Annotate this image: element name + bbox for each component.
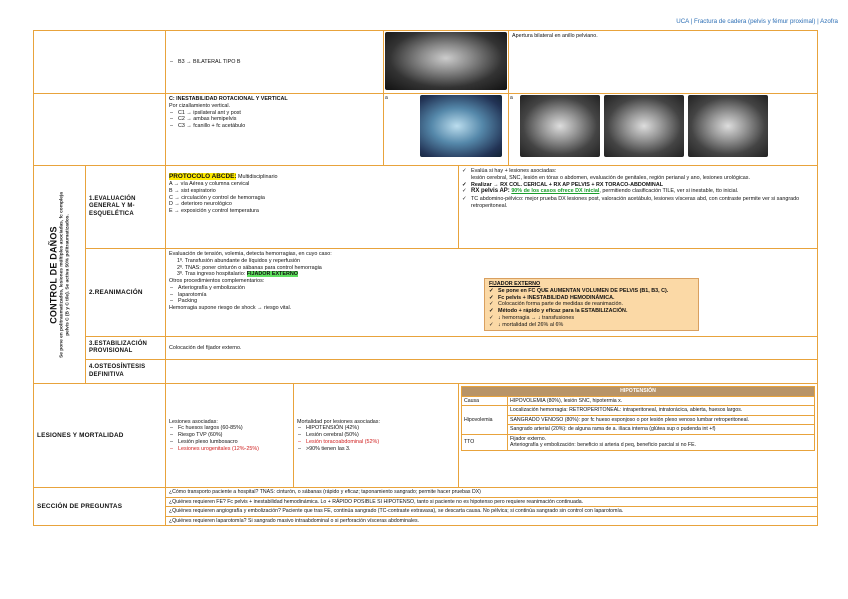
fijador-item: ✓ Fc pelvis + INESTABILIDAD HEMODINÁMICA.	[489, 295, 694, 302]
lesion-item: – Riesgo TVP (60%)	[169, 432, 290, 439]
control-danos-subtitle: pelvis C (B y C tile). Se activa 50% politraumatizados.	[65, 213, 71, 336]
lesion-item: – Fc huesos largos (60-85%)	[169, 425, 290, 432]
mortalidad-item: – Lesión cerebral (50%)	[297, 432, 455, 439]
hipo-val: Fijador externo. Arteriografía y embolización: beneficio si arteria d peq, beneficio parcial si no FE.	[508, 434, 815, 450]
fijador-item: ✓ Se pone en FC QUE AUMENTAN VOLUMEN DE PELVIS (B1, B3, C).	[489, 288, 694, 295]
control-danos-cell	[34, 166, 86, 384]
apertura-text: Apertura bilateral en anillo pelviano.	[509, 31, 818, 94]
c-item: – C1 → ipsilateral ant y post	[169, 110, 380, 117]
mortalidad-item: – >90% tienen las 3.	[297, 446, 455, 453]
rean-last: Hemorragia supone riesgo de shock → riesgo vital.	[169, 305, 292, 311]
c-title: C: INESTABILIDAD ROTACIONAL Y VERTICAL	[169, 96, 288, 102]
eval-right-sub: lesión cerebral, SNC, lesión en tórax o abdomen, evaluación de genitales, región perianal y ano, lesiones urológicas.	[471, 174, 750, 181]
abcde-item: C → circulación y control de hemorragia	[169, 194, 265, 201]
eval-right-item: ✓ Realizar → RX COL. CERICAL + RX AP PELVIS + RX TORACO-ABDOMINAL	[462, 182, 814, 189]
fijador-item: ✓ Método + rápido y eficaz para la ESTABILIZACIÓN.	[489, 308, 694, 315]
main-table	[33, 30, 818, 526]
document-header: UCA | Fractura de cadera (pelvis y fémur proximal) | Azofra	[676, 18, 838, 25]
xray-c1-image	[520, 95, 600, 157]
xray-c2-image	[604, 95, 684, 157]
rean-label: 2.REANIMACIÓN	[86, 249, 166, 337]
xray-b3-image	[385, 32, 507, 90]
protocolo-rest: Multidisciplinario	[236, 174, 278, 180]
hipo-val: Sangrado arterial (20%): de alguna rama de a. ilíaca interna (glútea sup o pudenda int +f)	[508, 425, 815, 435]
control-danos-subtitle: Se pone en politraumatizados, lesiones múltiples asociadas, fc compleja	[59, 191, 65, 358]
otros-item: – Arteriografía y embolización	[169, 285, 814, 292]
abcde-item: A → vía Aérea y columna cervical	[169, 181, 250, 187]
eval-right-item: Evalúa si hay + lesiones asociadas:	[471, 168, 557, 174]
hipo-key: Causa	[462, 396, 508, 406]
pregunta-row: ¿Quiénes requieren angiografía y embolización? Paciente que tras FE, continúa sangrado (TC-contraste extravasa), se descarta causa. No pélvica; si continúa sangrado sin control con laparotomía.	[166, 507, 818, 517]
fijador-title: FIJADOR EXTERNO	[489, 281, 541, 287]
c-item: – C3 → fcanillo + fc acetábulo	[169, 123, 380, 130]
hipo-key: Hipovolemia	[462, 406, 508, 435]
control-danos-title: CONTROL DE DAÑOS	[48, 225, 59, 324]
mortalidad-item-red: – Lesión toracoabdominal (52%)	[297, 439, 455, 446]
eval-label: 1.EVALUACIÓN GENERAL Y M-ESQUELÉTICA	[86, 166, 166, 249]
protocolo-abcde: PROTOCOLO ABCDE:	[169, 173, 237, 180]
eval-right-item: ✓ TC abdomino-pélvico: mejor prueba DX lesiones post, valoración acetábulo, lesiones vísceras abd, con contraste permite ver si sangrado retroperitoneal.	[462, 196, 814, 210]
abcde-item: E → exposición y control temperatura	[169, 208, 259, 214]
hipo-key: TTO	[462, 434, 508, 450]
pregunta-row: ¿Cómo transporto paciente a hospital? TNAS: cinturón, o sábanas (rápido y eficaz; taponamiento sangrado; permite hacer pruebas DX)	[166, 488, 818, 498]
xray-c-image	[420, 95, 502, 157]
otros-item: – laparotomía	[169, 292, 814, 299]
fijador-item: ✓ ↓ mortalidad del 26% al 6%	[489, 322, 694, 329]
image-label-b: a	[510, 95, 513, 101]
rean-step: 1º. Transfusión abundante de líquidos y reperfusión	[177, 257, 301, 264]
estab-label: 3.ESTABILIZACIÓN PROVISIONAL	[86, 337, 166, 360]
pregunta-row: ¿Quiénes requieren laparotomía? Si sangrado masivo intraabdominal o si perforación vísceras abdominales.	[166, 516, 818, 526]
lesiones-col2-title: Mortalidad por lesiones asociadas:	[297, 418, 381, 425]
hipotension-table	[461, 386, 815, 451]
rean-line1: Evaluación de tensión, volemia, detecta hemorragias, en cuyo caso:	[169, 251, 332, 257]
rean-step: 2º. TNAS: poner cinturón o sábanas para control hemorragia	[177, 264, 322, 271]
xray-c3-image	[688, 95, 768, 157]
image-label-a: a	[385, 95, 388, 101]
c-item: – C2 → ambas hemipelvis	[169, 116, 380, 123]
hipo-val: HIPOVOLEMIA (80%), lesión SNC, hipotermia x.	[508, 396, 815, 406]
c-sub: Por cizallamiento vertical.	[169, 102, 231, 109]
rx-green: 90% de los casos ofrece DX inicial	[511, 188, 600, 195]
hipotension-title: HIPOTENSIÓN	[462, 387, 815, 397]
abcde-item: D → deterioro neurológico	[169, 201, 232, 208]
osteo-label: 4.OSTEOSÍNTESIS DEFINITIVA	[86, 360, 166, 384]
lesiones-col1-title: Lesiones asociadas:	[169, 418, 218, 425]
fijador-item: ✓ Colocación forma parte de medidas de reanimación.	[489, 301, 694, 308]
mortalidad-item: – HIPOTENSIÓN (42%)	[297, 425, 455, 432]
fijador-externo-box	[484, 278, 699, 331]
lesiones-label: LESIONES Y MORTALIDAD	[34, 384, 166, 488]
lesion-item-red: – Lesiones urogenitales (12%-25%)	[169, 446, 290, 453]
hipo-val: SANGRADO VENOSO (80%): por fc hueso esponjoso o por lesión plexo venoso lumbar retroperitoneal.	[508, 415, 815, 425]
lesion-item: – Lesión plexo lumbosacro	[169, 439, 290, 446]
b3-item: – B3 → BILATERAL TIPO B	[169, 59, 380, 66]
rx-rest: , permitiendo clasificación TILE, ver si inestable, tto inicial.	[599, 188, 739, 195]
fijador-highlight: FIJADOR EXTERNO	[246, 271, 298, 278]
rean-otros: Otros procedimientos complementarios:	[169, 278, 265, 284]
abcde-item: B → sist espiratorio	[169, 187, 216, 194]
rean-step: 3º. Tras ingreso hospitalario:	[177, 271, 246, 278]
preguntas-label: SECCIÓN DE PREGUNTAS	[34, 488, 166, 526]
otros-item: – Packing	[169, 298, 814, 305]
fijador-item: ✓ ↓ hemorragia → ↓ transfusiones	[489, 315, 694, 322]
pregunta-row: ¿Quiénes requieren FE? Fc pelvis + inestabilidad hemodinámica. Lo + RÁPIDO POSIBLE SI HIPOTENSO, tanto si paciente no es hipotenso pero requiere reanimación continuada.	[166, 497, 818, 507]
rx-pelvis-label: RX pelvis AP:	[471, 188, 510, 195]
estab-text: Colocación del fijador externo.	[166, 337, 818, 360]
hipo-val: Localización hemorragia: RETROPERITONEAL: intraperitoneal, intratorácica, abierta, huesos largos.	[508, 406, 815, 416]
